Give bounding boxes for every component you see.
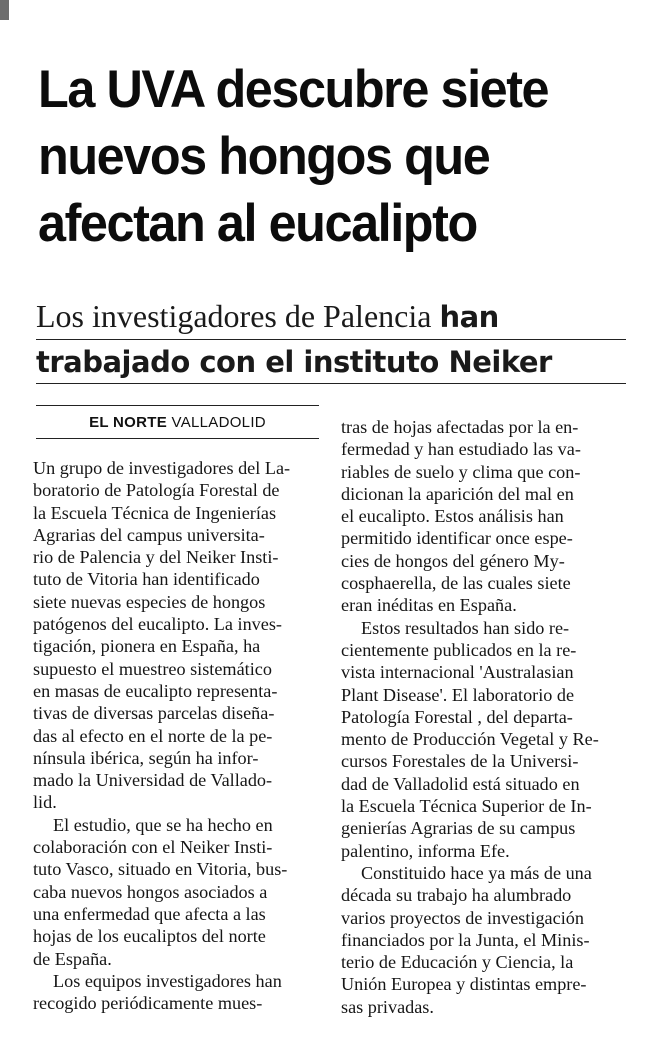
- article-text-line: varios proyectos de investigación: [341, 907, 584, 928]
- article-column-right: [341, 416, 627, 1018]
- article-text-line: Los equipos investigadores han: [53, 970, 282, 991]
- article-text-line: década su trabajo ha alumbrado: [341, 885, 572, 906]
- article-text-line: rio de Palencia y del Neiker Insti-: [33, 547, 279, 568]
- article-text-line: Unión Europea y distintas empre-: [341, 974, 587, 995]
- article-text-line: Un grupo de investigadores del La-: [33, 458, 291, 478]
- article-text-line: genierías Agrarias de su campus: [341, 818, 576, 839]
- article-text-line: lid.: [33, 792, 57, 813]
- article-text-line: tras de hojas afectadas por la en-: [341, 417, 579, 437]
- subheadline-bold-text: trabajado con el instituto Neiker: [36, 345, 552, 379]
- headline: [38, 56, 638, 257]
- article-text-line: cosphaerella, de las cuales siete: [341, 573, 571, 594]
- byline-location: VALLADOLID: [171, 414, 266, 431]
- article-text-line: recogido periódicamente mues-: [33, 993, 263, 1014]
- article-text-line: Patología Forestal , del departa-: [341, 706, 573, 727]
- article-text-line: Estos resultados han sido re-: [361, 617, 570, 638]
- article-text-line: en masas de eucalipto representa-: [33, 680, 278, 701]
- byline-top-rule: [36, 405, 319, 406]
- scan-edge-mark: [0, 0, 9, 20]
- article-text-line: la Escuela Técnica de Ingenierías: [33, 502, 277, 523]
- article-text-line: una enfermedad que afecta a las: [33, 903, 266, 924]
- article-text-line: terio de Educación y Ciencia, la: [341, 952, 574, 973]
- subheadline-line-2: [36, 339, 626, 384]
- article-text-line: dad de Valladolid está situado en: [341, 773, 580, 794]
- article-text-line: riables de suelo y clima que con-: [341, 461, 581, 482]
- article-text-line: cursos Forestales de la Universi-: [341, 751, 579, 772]
- article-text-line: hojas de los eucaliptos del norte: [33, 926, 266, 947]
- article-text-line: de España.: [33, 948, 112, 969]
- byline-outlet: EL NORTE: [89, 414, 168, 431]
- article-text-line: patógenos del eucalipto. La inves-: [33, 614, 282, 635]
- article-text-line: la Escuela Técnica Superior de In-: [341, 796, 592, 817]
- article-text-line: tuto Vasco, situado en Vitoria, bus-: [33, 859, 288, 880]
- article-text-line: nínsula ibérica, según ha infor-: [33, 747, 259, 768]
- article-text-line: financiados por la Junta, el Minis-: [341, 929, 590, 950]
- article-text-line: el eucalipto. Estos análisis han: [341, 506, 564, 527]
- article-text-line: permitido identificar once espe-: [341, 528, 573, 549]
- headline-line: afectan al eucalipto: [38, 194, 477, 253]
- article-text-line: Agrarias del campus universita-: [33, 524, 265, 545]
- byline-bottom-rule: [36, 438, 319, 439]
- article-text-line: fermedad y han estudiado las va-: [341, 439, 581, 460]
- article-text-line: caba nuevos hongos asociados a: [33, 881, 268, 902]
- article-text-line: palentino, informa Efe.: [341, 840, 510, 861]
- article-text-line: siete nuevas especies de hongos: [33, 591, 266, 612]
- article-column-left: [33, 457, 319, 1014]
- article-text-line: eran inéditas en España.: [341, 595, 517, 616]
- article-text-line: boratorio de Patología Forestal de: [33, 480, 280, 501]
- subheadline-bottom-rule: [36, 383, 626, 384]
- article-text-line: vista internacional 'Australasian: [341, 662, 574, 683]
- subheadline-line-1: [36, 294, 626, 339]
- article-text-line: El estudio, que se ha hecho en: [53, 814, 273, 835]
- subheadline-light-text: Los investigadores de Palencia: [36, 298, 432, 334]
- article-text-line: tuto de Vitoria han identificado: [33, 569, 260, 590]
- article-text-line: sas privadas.: [341, 996, 434, 1017]
- headline-line: La UVA descubre siete: [38, 60, 549, 119]
- subheadline-divider: [36, 339, 626, 340]
- article-text-line: mado la Universidad de Vallado-: [33, 770, 273, 791]
- byline: [36, 414, 319, 431]
- article-text-line: Plant Disease'. El laboratorio de: [341, 684, 575, 705]
- article-text-line: Constituido hace ya más de una: [361, 862, 592, 883]
- article-text-line: supuesto el muestreo sistemático: [33, 658, 272, 679]
- subheadline-bold-text: han: [439, 300, 499, 334]
- article-text-line: mento de Producción Vegetal y Re-: [341, 729, 599, 750]
- article-text-line: cies de hongos del género My-: [341, 550, 565, 571]
- article-text-line: colaboración con el Neiker Insti-: [33, 837, 273, 858]
- article-text-line: cientemente publicados en la re-: [341, 639, 577, 660]
- article-text-line: das al efecto en el norte de la pe-: [33, 725, 273, 746]
- headline-line: nuevos hongos que: [38, 127, 490, 186]
- article-text-line: tigación, pionera en España, ha: [33, 636, 261, 657]
- article-text-line: tivas de diversas parcelas diseña-: [33, 703, 275, 724]
- article-text-line: dicionan la aparición del mal en: [341, 483, 574, 504]
